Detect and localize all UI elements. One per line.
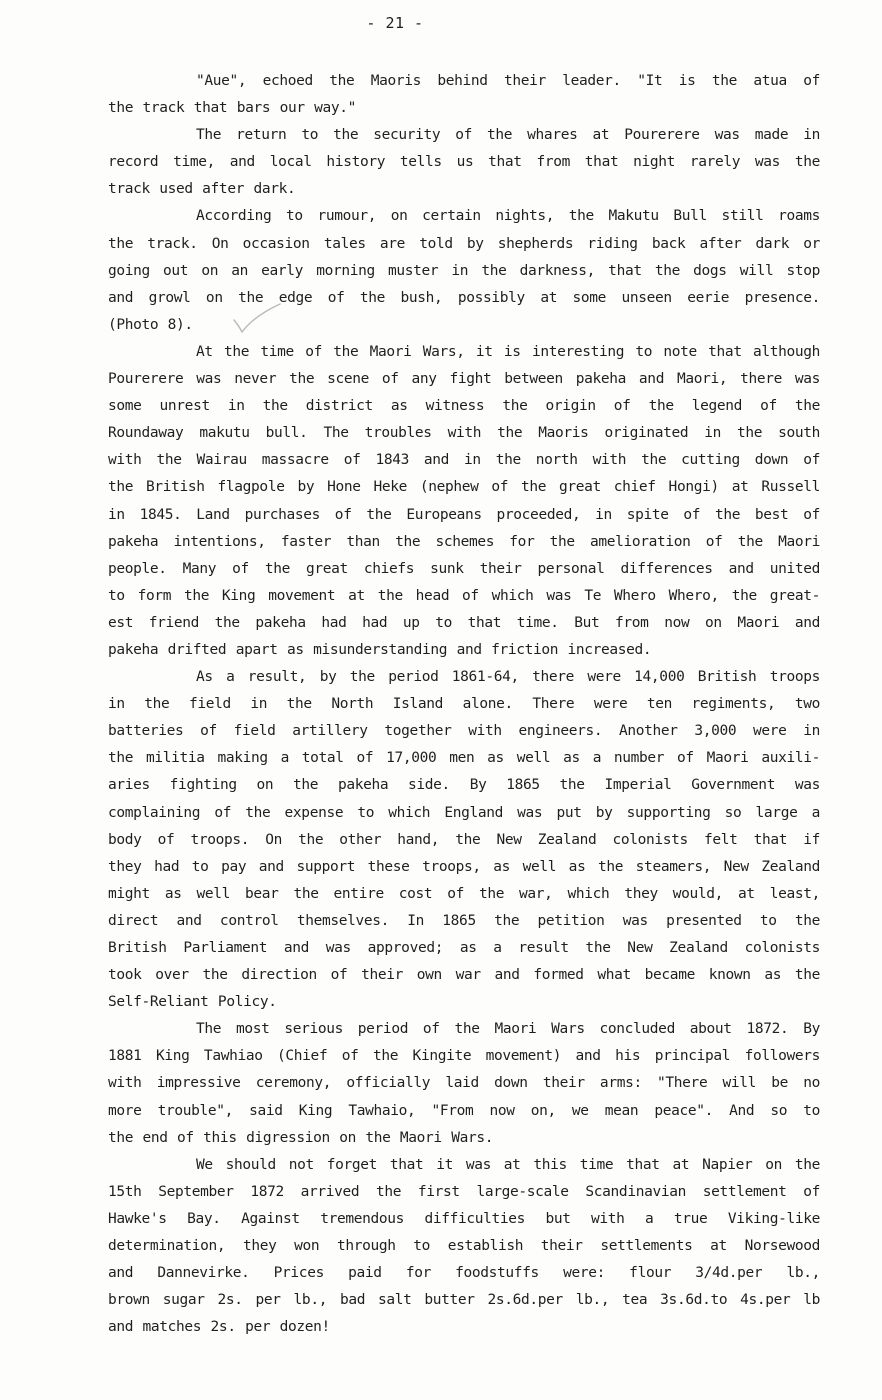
text-line: took over the direction of their own war and formed what became known as the: [108, 967, 820, 984]
text-line: with impressive ceremony, officially laid down their arms: "There will be no: [108, 1075, 820, 1092]
paragraph: [108, 664, 820, 1016]
paragraph: [108, 1016, 820, 1151]
text-line: est friend the pakeha had had up to that time. But from now on Maori and: [108, 614, 820, 631]
text-line: At the time of the Maori Wars, it is interesting to note that although: [196, 343, 820, 360]
page-number: - 21 -: [366, 14, 424, 32]
text-line: the track that bars our way.": [108, 100, 357, 117]
text-line: to form the King movement at the head of which was Te Whero Whero, the great-: [108, 587, 820, 604]
text-line: with the Wairau massacre of 1843 and in the north with the cutting down of: [108, 452, 820, 469]
text-line: track used after dark.: [108, 181, 296, 198]
paragraph: [108, 68, 820, 122]
text-line: We should not forget that it was at this time that at Napier on the: [196, 1156, 820, 1173]
text-line: going out on an early morning muster in the darkness, that the dogs will stop: [108, 262, 820, 279]
text-line: aries fighting on the pakeha side. By 1865 the Imperial Government was: [108, 777, 820, 794]
text-line: (Photo 8).: [108, 316, 193, 333]
text-line: determination, they won through to establish their settlements at Norsewood: [108, 1238, 820, 1255]
text-line: and growl on the edge of the bush, possibly at some unseen eerie presence.: [108, 289, 820, 306]
text-line: complaining of the expense to which England was put by supporting so large a: [108, 804, 820, 821]
text-line: brown sugar 2s. per lb., bad salt butter 2s.6d.per lb., tea 3s.6d.to 4s.per lb: [108, 1292, 820, 1309]
text-line: might as well bear the entire cost of the war, which they would, at least,: [108, 885, 820, 902]
text-line: pakeha intentions, faster than the schemes for the amelioration of the Maori: [108, 533, 820, 550]
body-text: [108, 68, 820, 1341]
paragraph: [108, 122, 820, 203]
text-line: As a result, by the period 1861-64, there were 14,000 British troops: [196, 669, 820, 686]
text-line: the end of this digression on the Maori Wars.: [108, 1129, 494, 1146]
text-line: Self-Reliant Policy.: [108, 994, 277, 1011]
text-line: body of troops. On the other hand, the New Zealand colonists felt that if: [108, 831, 820, 848]
text-line: direct and control themselves. In 1865 the petition was presented to the: [108, 912, 820, 929]
text-line: pakeha drifted apart as misunderstanding and friction increased.: [108, 641, 652, 658]
text-line: Roundaway makutu bull. The troubles with the Maoris originated in the south: [108, 425, 820, 442]
text-line: British Parliament and was approved; as a result the New Zealand colonists: [108, 940, 820, 956]
paragraph: [108, 339, 820, 664]
text-line: some unrest in the district as witness the origin of the legend of the: [108, 398, 820, 415]
text-line: and Dannevirke. Prices paid for foodstuffs were: flour 3/4d.per lb.,: [108, 1265, 820, 1282]
text-line: people. Many of the great chiefs sunk their personal differences and united: [108, 560, 820, 577]
text-line: record time, and local history tells us that from that night rarely was the: [108, 154, 820, 171]
text-line: more trouble", said King Tawhaio, "From now on, we mean peace". And so to: [108, 1102, 820, 1119]
text-line: Pourerere was never the scene of any fight between pakeha and Maori, there was: [108, 371, 820, 388]
text-line: the track. On occasion tales are told by shepherds riding back after dark or: [108, 235, 820, 252]
text-line: and matches 2s. per dozen!: [108, 1319, 330, 1336]
paragraph: [108, 203, 820, 338]
text-line: According to rumour, on certain nights, the Makutu Bull still roams: [196, 208, 820, 225]
text-line: in 1845. Land purchases of the Europeans proceeded, in spite of the best of: [108, 506, 820, 523]
text-line: "Aue", echoed the Maoris behind their leader. "It is the atua of: [196, 73, 820, 89]
text-line: 1881 King Tawhiao (Chief of the Kingite movement) and his principal followers: [108, 1048, 820, 1065]
pencil-tick-mark: [230, 302, 282, 336]
paragraph: [108, 1152, 820, 1342]
text-line: Hawke's Bay. Against tremendous difficulties but with a true Viking-like: [108, 1210, 820, 1227]
text-line: the British flagpole by Hone Heke (nephew of the great chief Hongi) at Russell: [108, 479, 820, 496]
text-line: the militia making a total of 17,000 men as well as a number of Maori auxili-: [108, 750, 820, 767]
text-line: 15th September 1872 arrived the first large-scale Scandinavian settlement of: [108, 1183, 820, 1200]
text-line: The return to the security of the whares at Pourerere was made in: [196, 127, 820, 144]
text-line: they had to pay and support these troops, as well as the steamers, New Zealand: [108, 858, 820, 875]
text-line: in the field in the North Island alone. There were ten regiments, two: [108, 696, 820, 713]
text-line: The most serious period of the Maori Wars concluded about 1872. By: [196, 1021, 820, 1038]
text-line: batteries of field artillery together with engineers. Another 3,000 were in: [108, 723, 820, 740]
